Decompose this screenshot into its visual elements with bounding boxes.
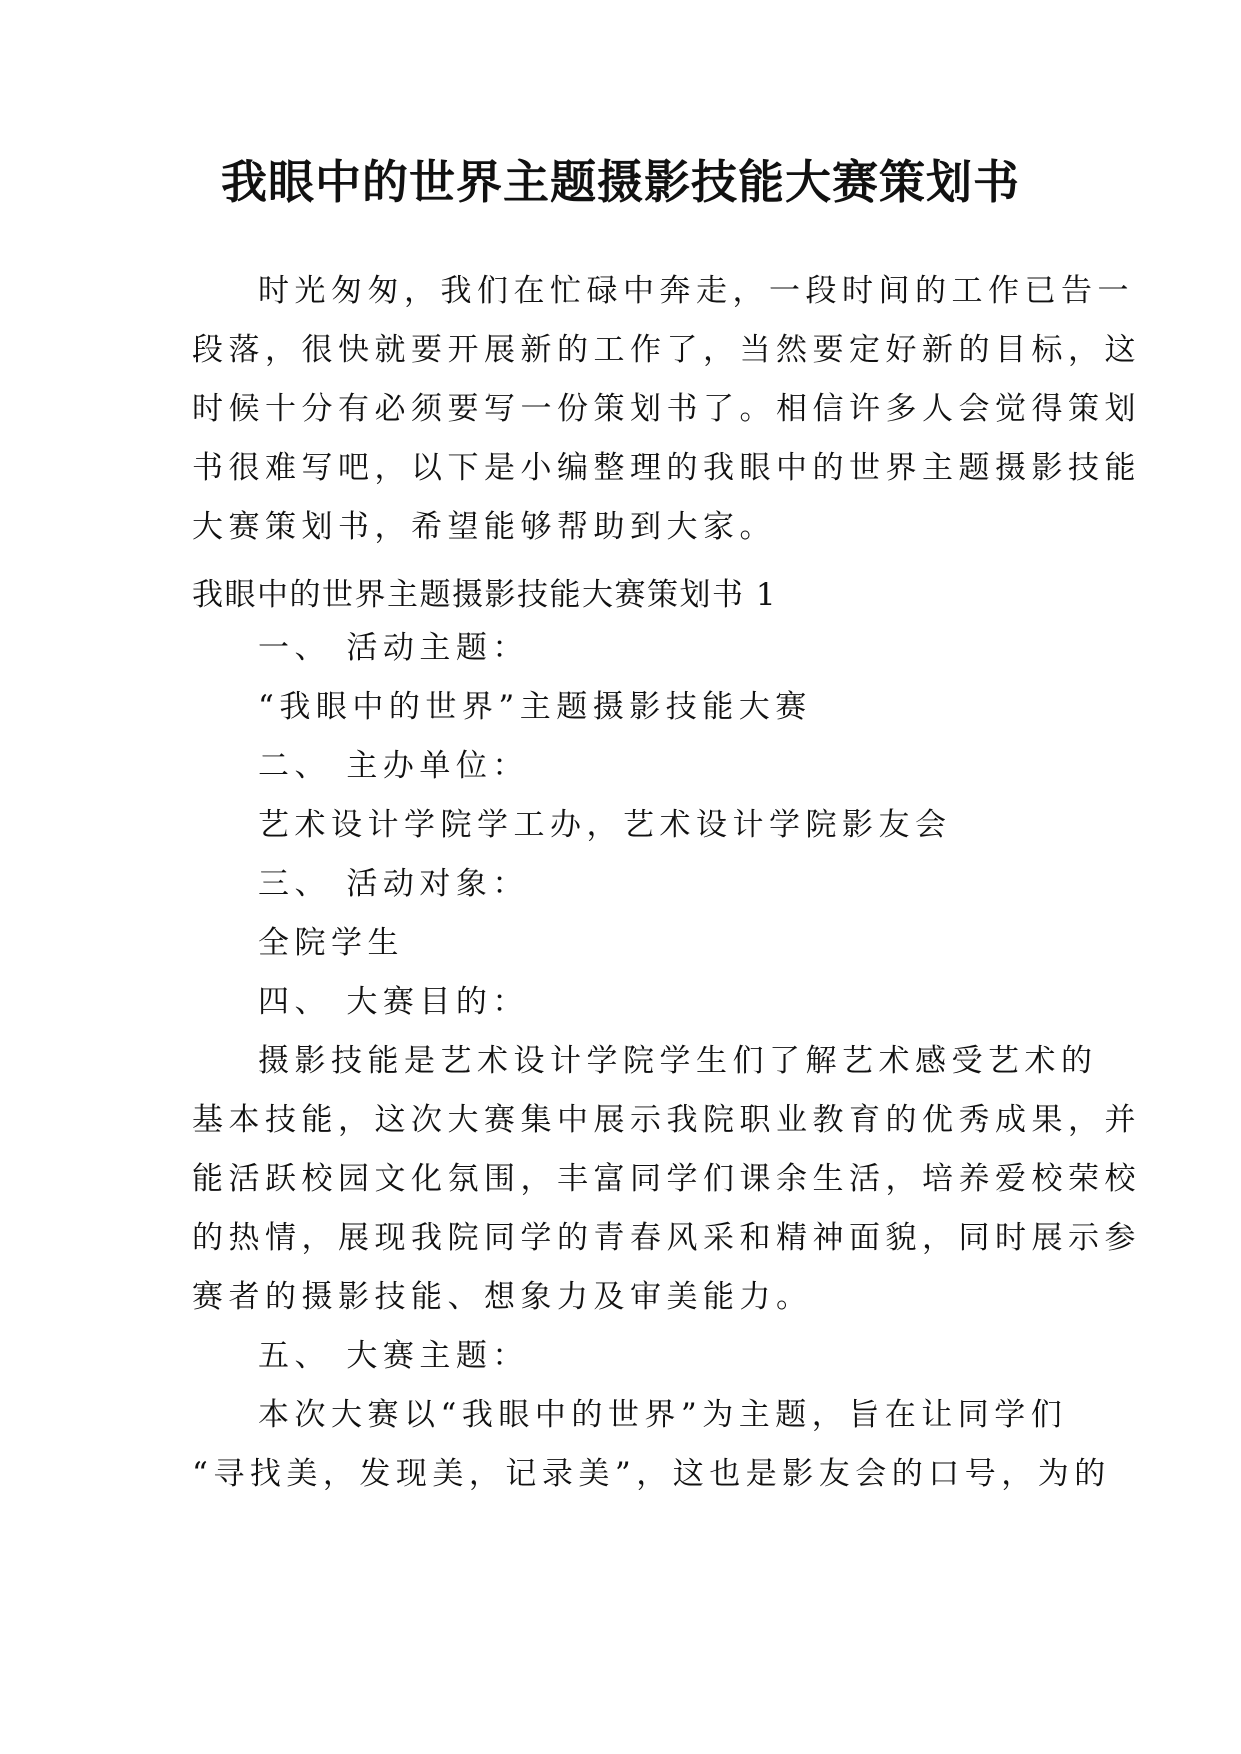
heading-theme: 一、 活动主题： xyxy=(258,630,529,666)
heading-organizer: 二、 主办单位： xyxy=(258,748,529,784)
section-title-text: 我眼中的世界主题摄影技能大赛策划书 1 xyxy=(192,577,778,613)
purpose-line: 摄影技能是艺术设计学院学生们了解艺术感受艺术的 xyxy=(258,1043,1098,1079)
audience-value: 全院学生 xyxy=(258,925,404,961)
heading-contest-theme: 五、 大赛主题： xyxy=(258,1338,529,1374)
intro-paragraph xyxy=(192,262,1141,557)
purpose-line: 的热情，展现我院同学的青春风采和精神面貌，同时展示参 xyxy=(192,1220,1141,1256)
intro-line: 段落，很快就要开展新的工作了，当然要定好新的目标，这 xyxy=(192,332,1141,368)
purpose-line: 能活跃校园文化氛围，丰富同学们课余生活，培养爱校荣校 xyxy=(192,1161,1141,1197)
section-title xyxy=(192,566,1054,625)
purpose-line: 赛者的摄影技能、想象力及审美能力。 xyxy=(192,1279,813,1315)
intro-line: 书很难写吧，以下是小编整理的我眼中的世界主题摄影技能 xyxy=(192,450,1141,486)
heading-purpose: 四、 大赛目的： xyxy=(258,984,529,1020)
intro-line: 大赛策划书，希望能够帮助到大家。 xyxy=(192,509,776,545)
contest-theme-line: “寻找美，发现美，记录美”，这也是影友会的口号，为的 xyxy=(192,1456,1111,1492)
intro-line: 时候十分有必须要写一份策划书了。相信许多人会觉得策划 xyxy=(192,391,1141,427)
organizer-value: 艺术设计学院学工办，艺术设计学院影友会 xyxy=(258,807,952,843)
theme-value: “我眼中的世界”主题摄影技能大赛 xyxy=(258,689,812,725)
heading-audience: 三、 活动对象： xyxy=(258,866,529,902)
section-body xyxy=(192,619,1141,1504)
document-title: 我眼中的世界主题摄影技能大赛策划书 xyxy=(221,155,1020,209)
purpose-line: 基本技能，这次大赛集中展示我院职业教育的优秀成果，并 xyxy=(192,1102,1141,1138)
intro-line: 时光匆匆，我们在忙碌中奔走，一段时间的工作已告一 xyxy=(258,273,1134,309)
contest-theme-line: 本次大赛以“我眼中的世界”为主题，旨在让同学们 xyxy=(258,1397,1068,1433)
